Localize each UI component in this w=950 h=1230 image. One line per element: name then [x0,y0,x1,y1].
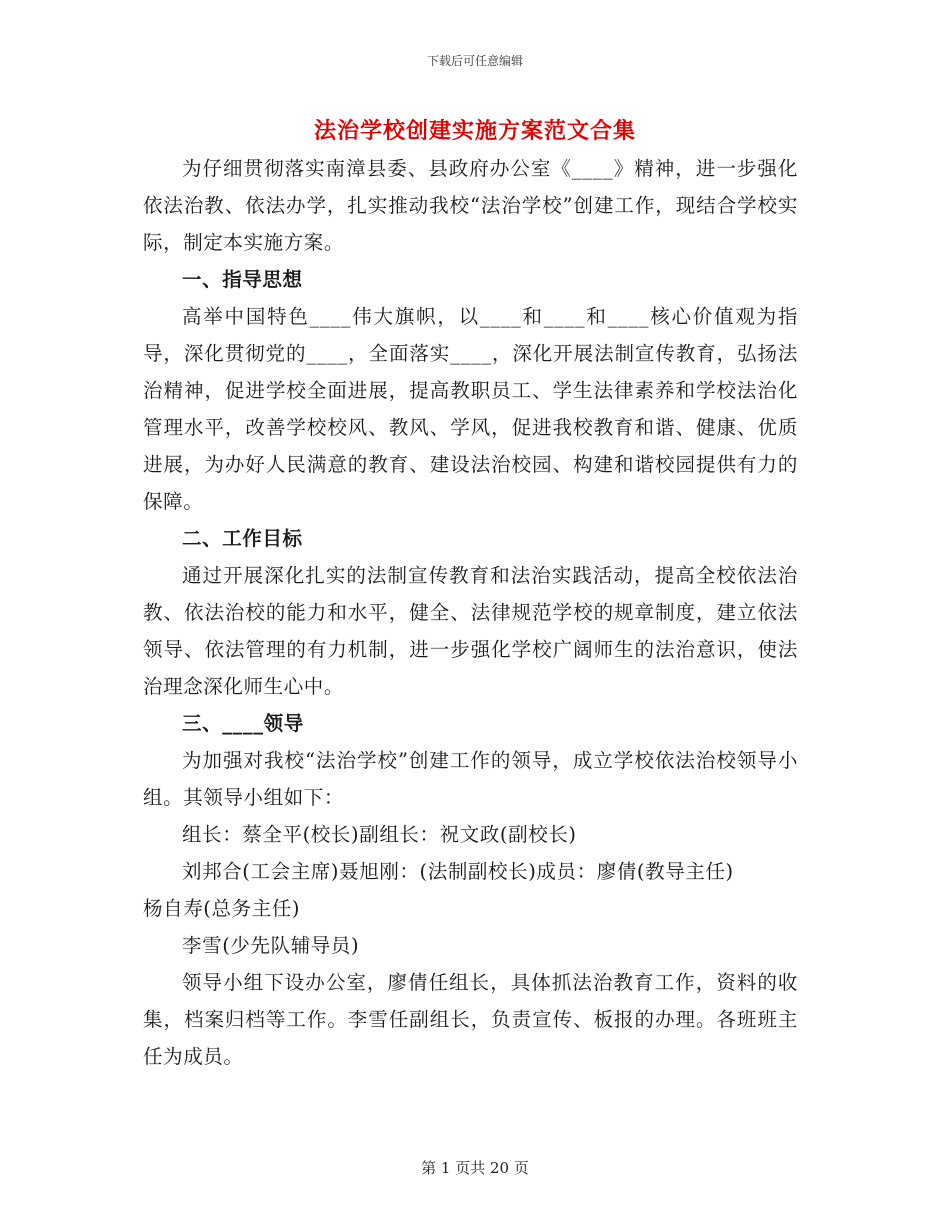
leader-list-line-4: 李雪(少先队辅导员) [182,934,360,957]
section-heading-guiding-ideology: 一、指导思想 [182,268,303,291]
work-goals-paragraph: 通过开展深化扎实的法制宣传教育和法治实践活动，提高全校依法治教、依法治校的能力和水平，健全、法律规范学校的规章制度，建立依法领导、依法管理的有力机制，进一步强化学校广阔师生的法治意识，使法治理念深化师生心中。 [143,564,798,698]
intro-paragraph: 为仔细贯彻落实南漳县委、县政府办公室《____》精神，进一步强化依法治教、依法办学，扎实推动我校“法治学校”创建工作，现结合学校实际，制定本实施方案。 [143,157,798,254]
leader-list-line-3: 杨自寿(总务主任) [143,897,301,920]
header-note: 下载后可任意编辑 [426,54,523,68]
guiding-ideology-paragraph: 高举中国特色____伟大旗帜，以____和____和____核心价值观为指导，深化贯彻党的____，全面落实____，深化开展法制宣传教育，弘扬法治精神，促进学校全面进展，提高教职员工、学生法律素养和学校法治化管理水平，改善学校校风、教风、学风，促进我校教育和谐、健康、优质进展，为办好人民满意的教育、建设法治校园、构建和谐校园提供有力的保障。 [143,305,798,513]
document-body [143,150,798,1075]
office-paragraph: 领导小组下设办公室，廖倩任组长，具体抓法治教育工作，资料的收集，档案归档等工作。李雪任副组长，负责宣传、板报的办理。各班班主任为成员。 [143,971,798,1068]
page-footer: 第 1 页共 20 页 [421,1159,529,1177]
leader-list-line-1: 组长：蔡全平(校长)副组长：祝文政(副校长) [182,823,577,846]
leadership-paragraph: 为加强对我校“法治学校”创建工作的领导，成立学校依法治校领导小组。其领导小组如下： [143,749,798,809]
section-heading-work-goals: 二、工作目标 [182,527,303,550]
leader-list-line-2: 刘邦合(工会主席)聂旭刚：(法制副校长)成员：廖倩(教导主任) [182,860,734,883]
section-heading-leadership: 三、____领导 [182,712,304,735]
document-title: 法治学校创建实施方案范文合集 [313,118,636,144]
